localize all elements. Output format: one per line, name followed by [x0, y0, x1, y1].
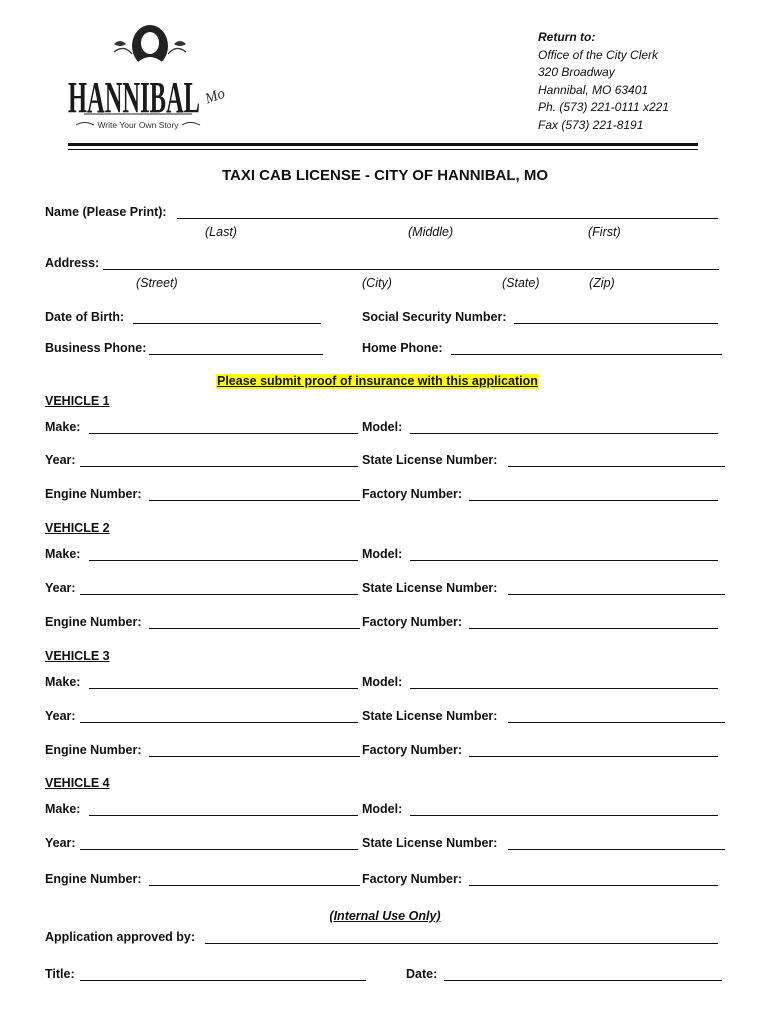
internal-use-heading: (Internal Use Only) [329, 909, 441, 923]
state-license-label: State License Number: [362, 709, 498, 723]
make-label: Make: [45, 675, 81, 689]
logo-wordmark: HANNIBAL [68, 73, 200, 122]
model-label: Model: [362, 547, 403, 561]
approved-by-field[interactable] [205, 943, 718, 944]
year-label: Year: [45, 709, 76, 723]
engine-number-field[interactable] [149, 628, 360, 629]
date-label: Date: [406, 967, 438, 981]
address-part-zip: (Zip) [589, 276, 615, 290]
factory-number-field[interactable] [469, 628, 718, 629]
model-label: Model: [362, 675, 403, 689]
make-label: Make: [45, 420, 81, 434]
home-phone-label: Home Phone: [362, 341, 443, 355]
factory-number-label: Factory Number: [362, 872, 463, 886]
factory-number-label: Factory Number: [362, 487, 463, 501]
year-field[interactable] [80, 849, 358, 850]
dob-label: Date of Birth: [45, 310, 125, 324]
year-field[interactable] [80, 594, 358, 595]
address-part-state: (State) [502, 276, 540, 290]
engine-number-field[interactable] [149, 500, 360, 501]
name-part-last: (Last) [205, 225, 237, 239]
factory-number-label: Factory Number: [362, 743, 463, 757]
header-rule-thin [68, 149, 698, 150]
home-phone-field[interactable] [451, 354, 722, 355]
return-line: Fax (573) 221-8191 [538, 118, 644, 132]
state-license-field[interactable] [508, 594, 725, 595]
state-license-field[interactable] [508, 849, 725, 850]
return-line: Office of the City Clerk [538, 48, 659, 62]
make-label: Make: [45, 802, 81, 816]
state-license-field[interactable] [508, 466, 725, 467]
engine-number-label: Engine Number: [45, 872, 142, 886]
make-field[interactable] [89, 560, 358, 561]
address-label: Address: [45, 256, 100, 270]
make-field[interactable] [89, 688, 358, 689]
name-part-middle: (Middle) [408, 225, 454, 239]
date-field[interactable] [444, 980, 722, 981]
state-license-label: State License Number: [362, 836, 498, 850]
business-phone-label: Business Phone: [45, 341, 147, 355]
portrait-icon [114, 25, 186, 67]
factory-number-field[interactable] [469, 885, 718, 886]
city-logo [66, 22, 236, 134]
approved-by-label: Application approved by: [45, 930, 196, 944]
svg-text:Write Your Own Story: Write Your Own Story [97, 120, 179, 130]
model-field[interactable] [410, 688, 718, 689]
make-label: Make: [45, 547, 81, 561]
engine-number-field[interactable] [149, 885, 360, 886]
address-field[interactable] [103, 269, 719, 270]
year-label: Year: [45, 581, 76, 595]
model-field[interactable] [410, 560, 718, 561]
header-rule [68, 143, 698, 146]
model-field[interactable] [410, 815, 718, 816]
state-license-label: State License Number: [362, 581, 498, 595]
ssn-field[interactable] [514, 323, 718, 324]
name-field[interactable] [177, 218, 718, 219]
name-part-first: (First) [588, 225, 621, 239]
factory-number-label: Factory Number: [362, 615, 463, 629]
engine-number-label: Engine Number: [45, 743, 142, 757]
svg-text:Mo: Mo [202, 85, 228, 108]
return-line: Ph. (573) 221-0111 x221 [538, 100, 669, 114]
vehicle-heading: VEHICLE 2 [45, 521, 110, 535]
factory-number-field[interactable] [469, 756, 718, 757]
return-heading: Return to: [538, 30, 596, 44]
state-license-label: State License Number: [362, 453, 498, 467]
dob-field[interactable] [133, 323, 321, 324]
engine-number-field[interactable] [149, 756, 360, 757]
insurance-notice: Please submit proof of insurance with this application [217, 374, 538, 388]
vehicle-heading: VEHICLE 1 [45, 394, 110, 408]
year-field[interactable] [80, 466, 358, 467]
title-label: Title: [45, 967, 75, 981]
return-line: Hannibal, MO 63401 [538, 83, 649, 97]
vehicle-heading: VEHICLE 3 [45, 649, 110, 663]
engine-number-label: Engine Number: [45, 615, 142, 629]
name-label: Name (Please Print): [45, 205, 167, 219]
title-field[interactable] [80, 980, 366, 981]
make-field[interactable] [89, 433, 358, 434]
model-field[interactable] [410, 433, 718, 434]
page-title: TAXI CAB LICENSE - CITY OF HANNIBAL, MO [221, 167, 549, 184]
ssn-label: Social Security Number: [362, 310, 507, 324]
return-line: 320 Broadway [538, 65, 615, 79]
engine-number-label: Engine Number: [45, 487, 142, 501]
factory-number-field[interactable] [469, 500, 718, 501]
model-label: Model: [362, 802, 403, 816]
year-field[interactable] [80, 722, 358, 723]
year-label: Year: [45, 453, 76, 467]
year-label: Year: [45, 836, 76, 850]
vehicle-heading: VEHICLE 4 [45, 776, 110, 790]
address-part-street: (Street) [136, 276, 178, 290]
address-part-city: (City) [362, 276, 392, 290]
model-label: Model: [362, 420, 403, 434]
make-field[interactable] [89, 815, 358, 816]
state-license-field[interactable] [508, 722, 725, 723]
business-phone-field[interactable] [149, 354, 323, 355]
